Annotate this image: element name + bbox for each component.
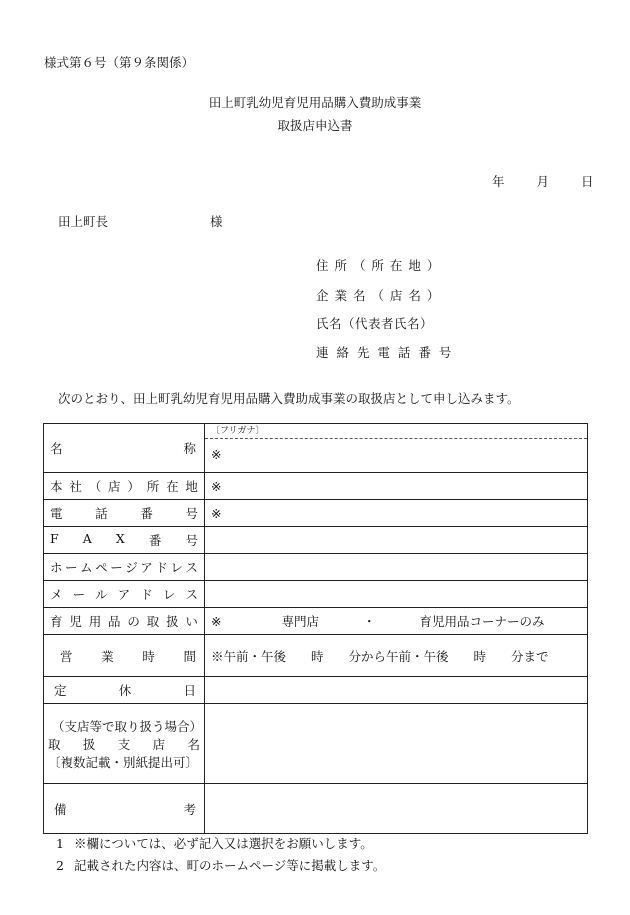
row-holiday — [44, 677, 588, 704]
document-title: 田上町乳幼児育児用品購入費助成事業 — [208, 95, 422, 110]
row-tel — [44, 500, 588, 527]
form-number: 様式第６号（第９条関係） — [44, 55, 195, 70]
handling-option-specialty[interactable]: 専門店 — [281, 614, 319, 629]
value-remarks[interactable] — [205, 784, 588, 834]
addressee-name: 田上町長 — [58, 214, 109, 229]
row-remarks — [44, 784, 588, 834]
row-branch — [44, 704, 588, 784]
branch-sub: 〔複数記載・別紙提出可〕 — [48, 754, 199, 770]
row-homepage — [44, 554, 588, 581]
note-1: 1 ※欄については、必ず記入又は選択をお願いします。 — [56, 836, 373, 851]
label-homepage: ホ ー ム ペ ー ジ ア ド レ ス — [44, 554, 205, 581]
row-mail — [44, 581, 588, 608]
row-fax — [44, 527, 588, 554]
value-handling: ※ 専門店 ・ 育児用品コーナーのみ — [205, 608, 588, 635]
date-line — [492, 172, 594, 190]
value-holiday[interactable] — [205, 677, 588, 704]
row-name — [44, 424, 588, 473]
document-subtitle: 取扱店申込書 — [277, 118, 353, 133]
label-name — [44, 424, 205, 473]
note-2: 2 記載された内容は、町のホームページ等に掲載します。 — [56, 858, 386, 873]
label-branch: （支店等で取り扱う場合） 取 扱 支 店 名 〔複数記載・別紙提出可〕 — [44, 704, 205, 784]
label-remarks: 備 考 — [44, 784, 205, 834]
branch-note: （支店等で取り扱う場合） — [52, 718, 203, 734]
addressee-honorific: 様 — [210, 214, 223, 229]
date-month: 月 — [536, 174, 550, 189]
intro-text: 次のとおり、田上町乳幼児育児用品購入費助成事業の取扱店として申し込みます。 — [58, 391, 520, 406]
applicant-address-label: 住 所 （ 所 在 地 ） — [316, 258, 441, 273]
label-name-text: 名 称 — [50, 441, 196, 456]
date-day: 日 — [581, 174, 594, 189]
row-hours — [44, 635, 588, 677]
value-tel[interactable]: ※ — [205, 500, 588, 527]
value-name[interactable] — [205, 424, 588, 473]
label-mail: メ ー ル ア ド レ ス — [44, 581, 205, 608]
applicant-phone-label: 連 絡 先 電 話 番 号 — [316, 345, 454, 360]
value-fax[interactable] — [205, 527, 588, 554]
label-hours: 営 業 時 間 — [44, 635, 205, 677]
row-handling — [44, 608, 588, 635]
value-branch[interactable] — [205, 704, 588, 784]
label-fax: F A X 番 号 — [44, 527, 205, 554]
furigana-label: 〔フリガナ〕 — [205, 424, 587, 439]
application-table — [43, 423, 588, 834]
label-holiday: 定 休 日 — [44, 677, 205, 704]
label-hq-address: 本 社 （ 店 ） 所 在 地 — [44, 473, 205, 500]
date-year: 年 — [492, 174, 505, 189]
value-homepage[interactable] — [205, 554, 588, 581]
value-hours[interactable]: ※午前・午後 時 分から午前・午後 時 分まで — [205, 635, 588, 677]
applicant-company-label: 企 業 名 （ 店 名 ） — [316, 288, 441, 303]
handling-option-corner[interactable]: 育児用品コーナーのみ — [419, 614, 545, 629]
row-hq-address — [44, 473, 588, 500]
value-mail[interactable] — [205, 581, 588, 608]
addressee — [58, 212, 223, 230]
applicant-representative-label: 氏名（代表者氏名） — [316, 316, 434, 331]
value-hq-address[interactable]: ※ — [205, 473, 588, 500]
handling-separator: ・ — [363, 614, 376, 629]
label-tel: 電 話 番 号 — [44, 500, 205, 527]
name-mark: ※ — [211, 447, 222, 462]
label-handling: 育 児 用 品 の 取 扱 い — [44, 608, 205, 635]
